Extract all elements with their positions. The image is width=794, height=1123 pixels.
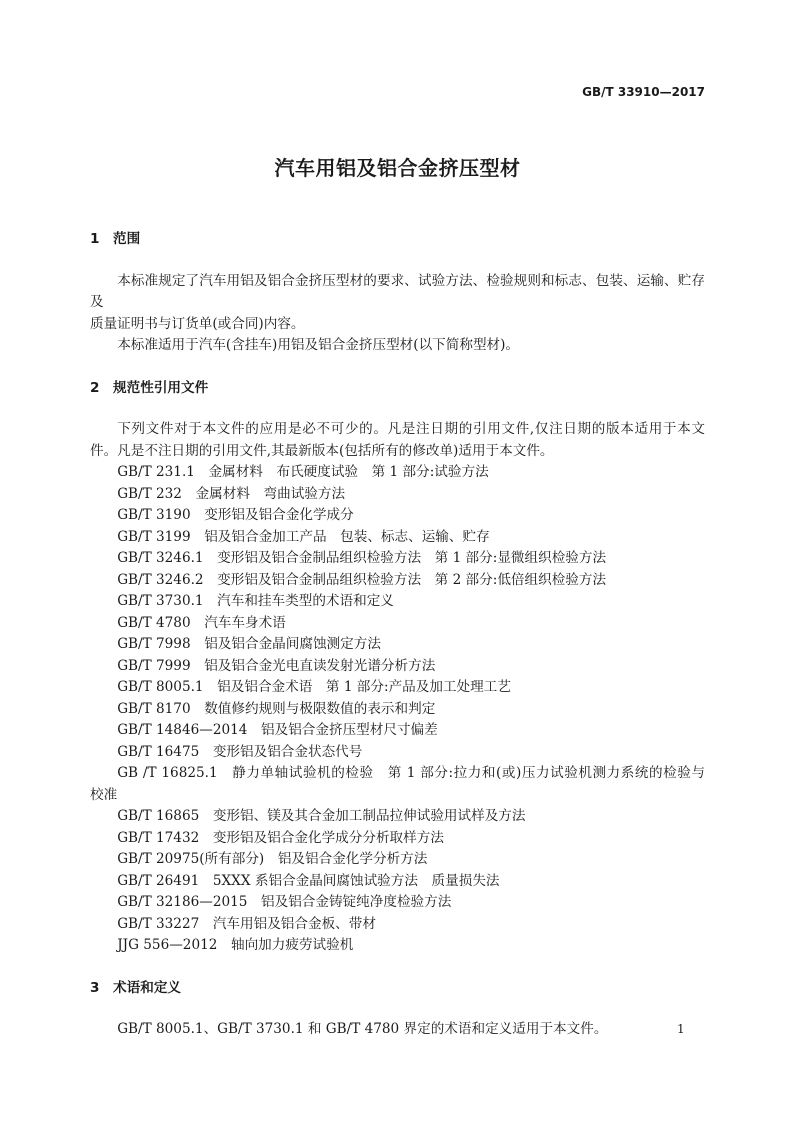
reference-item: GB/T 7999 铝及铝合金光电直读发射光谱分析方法 bbox=[117, 657, 436, 674]
reference-item: JJG 556—2012 轴向加力疲劳试验机 bbox=[117, 937, 354, 953]
reference-item: GB/T 3246.2 变形铝及铝合金制品组织检验方法 第 2 部分:低倍组织检验方法 bbox=[117, 571, 607, 588]
section-terms-and-definitions bbox=[90, 978, 705, 1041]
reference-item: GB/T 3246.1 变形铝及铝合金制品组织检验方法 第 1 部分:显微组织检验方法 bbox=[117, 550, 607, 566]
document-title: 汽车用铝及铝合金挤压型材 bbox=[274, 156, 521, 180]
reference-line: GB /T 16825.1 静力单轴试验机的检验 第 1 部分:拉力和(或)压力试验机测力系统的检验与 bbox=[117, 765, 705, 781]
reference-item: GB/T 3730.1 汽车和挂车类型的术语和定义 bbox=[117, 593, 394, 609]
paragraph bbox=[90, 335, 705, 357]
document-body bbox=[90, 229, 705, 1062]
reference-item: GB/T 8170 数值修约规则与极限数值的表示和判定 bbox=[117, 700, 436, 717]
reference-item: GB/T 3190 变形铝及铝合金化学成分 bbox=[117, 507, 354, 523]
reference-item: GB/T 20975(所有部分) 铝及铝合金化学分析方法 bbox=[117, 851, 428, 867]
reference-item bbox=[90, 763, 705, 806]
section-normative-references bbox=[90, 378, 705, 957]
reference-item: GB/T 7998 铝及铝合金晶间腐蚀测定方法 bbox=[117, 636, 381, 652]
text-line: 质量证明书与订货单(或合同)内容。 bbox=[90, 315, 305, 332]
paragraph bbox=[90, 1019, 705, 1041]
reference-list bbox=[90, 462, 705, 957]
reference-item: GB/T 26491 5XXX 系铝合金晶间腐蚀试验方法 质量损失法 bbox=[117, 872, 500, 889]
text-line: 本标准适用于汽车(含挂车)用铝及铝合金挤压型材(以下简称型材)。 bbox=[117, 337, 520, 353]
text-line: 件。凡是不注日期的引用文件,其最新版本(包括所有的修改单)适用于本文件。 bbox=[90, 442, 554, 459]
text-line: GB/T 8005.1、GB/T 3730.1 和 GB/T 4780 界定的术语和定义适用于本文件。 bbox=[117, 1021, 608, 1037]
section-scope bbox=[90, 229, 705, 357]
text-line: 本标准规定了汽车用铝及铝合金挤压型材的要求、试验方法、检验规则和标志、包装、运输、贮存及 bbox=[90, 272, 705, 310]
page-number: 1 bbox=[677, 1022, 685, 1036]
section-heading-terms-and-definitions: 3 术语和定义 bbox=[90, 979, 182, 996]
reference-item: GB/T 4780 汽车车身术语 bbox=[117, 614, 286, 631]
reference-line: 校准 bbox=[90, 786, 118, 803]
reference-item: GB/T 3199 铝及铝合金加工产品 包装、标志、运输、贮存 bbox=[117, 528, 490, 545]
reference-item: GB/T 16865 变形铝、镁及其合金加工制品拉伸试验用试样及方法 bbox=[117, 808, 526, 824]
reference-item: GB/T 14846—2014 铝及铝合金挤压型材尺寸偏差 bbox=[117, 722, 438, 738]
reference-item: GB/T 32186—2015 铝及铝合金铸锭纯净度检验方法 bbox=[117, 894, 452, 910]
reference-item: GB/T 17432 变形铝及铝合金化学成分分析取样方法 bbox=[117, 829, 444, 846]
reference-item: GB/T 232 金属材料 弯曲试验方法 bbox=[117, 485, 346, 502]
reference-item: GB/T 33227 汽车用铝及铝合金板、带材 bbox=[117, 915, 376, 932]
reference-item: GB/T 231.1 金属材料 布氏硬度试验 第 1 部分:试验方法 bbox=[117, 464, 489, 480]
text-line: 下列文件对于本文件的应用是必不可少的。凡是注日期的引用文件,仅注日期的版本适用于本文 bbox=[117, 421, 705, 437]
reference-item: GB/T 8005.1 铝及铝合金术语 第 1 部分:产品及加工处理工艺 bbox=[117, 679, 511, 695]
paragraph bbox=[90, 419, 705, 462]
section-heading-scope: 1 范围 bbox=[90, 231, 141, 247]
reference-item: GB/T 16475 变形铝及铝合金状态代号 bbox=[117, 743, 363, 760]
standard-number: GB/T 33910—2017 bbox=[582, 85, 705, 99]
section-heading-normative-references: 2 规范性引用文件 bbox=[90, 379, 209, 396]
paragraph bbox=[90, 271, 705, 336]
